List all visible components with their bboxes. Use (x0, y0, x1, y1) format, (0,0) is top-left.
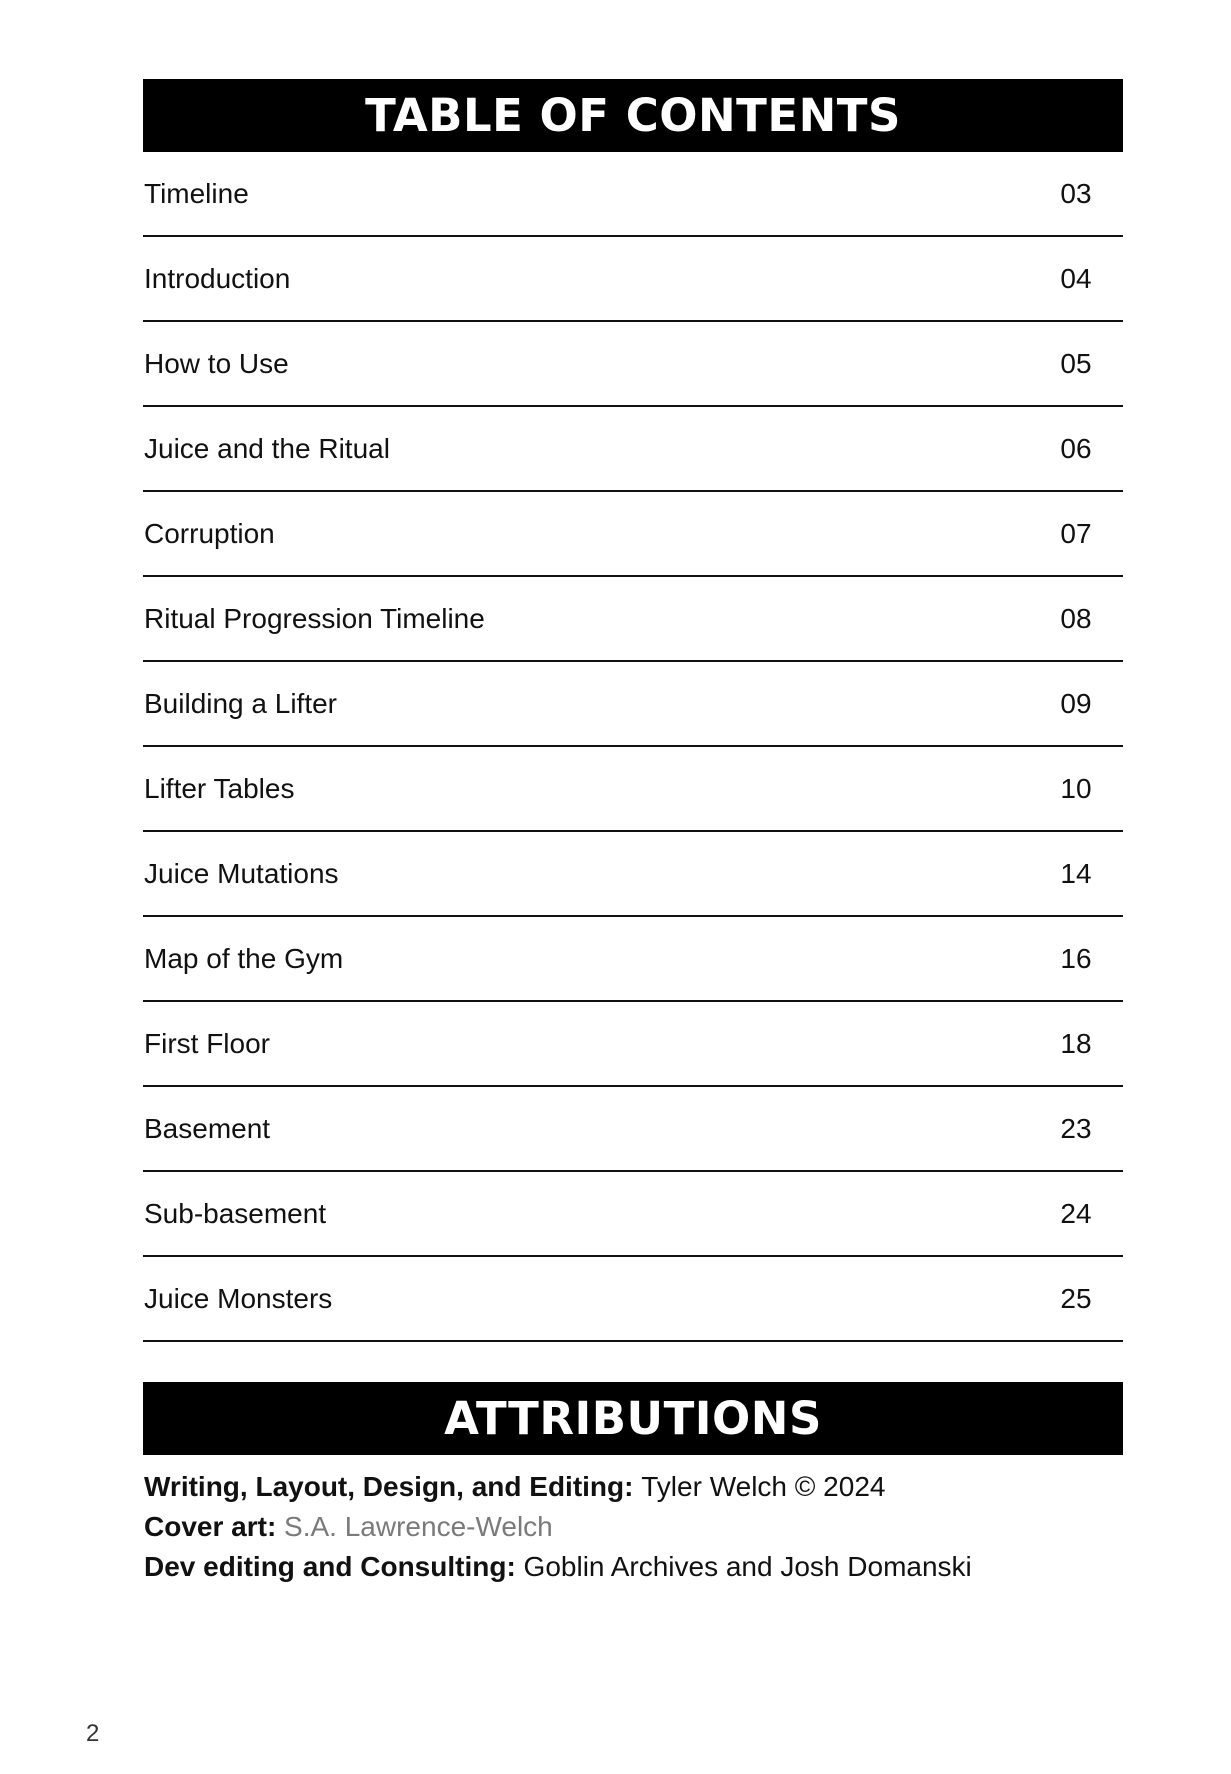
toc-title: TABLE OF CONTENTS (365, 89, 901, 142)
attribution-value: S.A. Lawrence-Welch (284, 1511, 553, 1542)
toc-entry[interactable] (143, 322, 1123, 407)
attribution-value: Tyler Welch © 2024 (641, 1471, 886, 1502)
toc-entry-title: Basement (144, 1112, 271, 1144)
toc-entry[interactable] (143, 1002, 1123, 1087)
toc-entry-title: Corruption (144, 517, 275, 549)
attribution-label: Dev editing and Consulting: (144, 1551, 524, 1582)
attribution-value: Goblin Archives and Josh Domanski (523, 1551, 972, 1582)
toc-entry-title: Sub-basement (144, 1197, 327, 1229)
toc-entry-page: 18 (1060, 1027, 1092, 1059)
toc-entry[interactable] (143, 662, 1123, 747)
toc-entry-title: Ritual Progression Timeline (144, 602, 485, 634)
toc-entry[interactable] (143, 1172, 1123, 1257)
page-content (143, 79, 1123, 1587)
toc-entry[interactable] (143, 152, 1123, 237)
toc-entry-page: 23 (1060, 1112, 1092, 1144)
toc-entry[interactable] (143, 407, 1123, 492)
toc-entry-page: 24 (1060, 1197, 1092, 1229)
toc-entry-title: Juice and the Ritual (144, 432, 390, 464)
toc-entry-title: Timeline (144, 177, 249, 209)
attributions-title: ATTRIBUTIONS (444, 1392, 822, 1445)
toc-entry-page: 25 (1060, 1282, 1092, 1314)
toc-list (143, 152, 1123, 1342)
toc-entry[interactable] (143, 832, 1123, 917)
attributions-list (143, 1467, 1123, 1587)
toc-entry-title: Juice Monsters (144, 1282, 333, 1314)
attribution-line (144, 1547, 1123, 1587)
toc-entry-title: Building a Lifter (144, 687, 338, 719)
toc-entry-title: Introduction (144, 262, 291, 294)
toc-entry[interactable] (143, 1257, 1123, 1342)
toc-entry-page: 14 (1060, 857, 1092, 889)
toc-entry[interactable] (143, 237, 1123, 322)
toc-entry-title: Map of the Gym (144, 942, 344, 974)
page-number: 2 (86, 1720, 100, 1747)
toc-entry-page: 07 (1060, 517, 1092, 549)
toc-entry-page: 06 (1060, 432, 1092, 464)
attribution-label: Cover art: (144, 1511, 285, 1542)
toc-entry-page: 05 (1060, 347, 1092, 379)
attributions-title-banner (143, 1382, 1123, 1455)
toc-entry[interactable] (143, 747, 1123, 832)
toc-entry-page: 16 (1060, 942, 1092, 974)
toc-entry-title: Juice Mutations (144, 857, 339, 889)
attribution-line (144, 1507, 1123, 1547)
toc-entry-page: 08 (1060, 602, 1092, 634)
toc-entry-title: First Floor (144, 1027, 270, 1059)
toc-entry[interactable] (143, 577, 1123, 662)
toc-entry[interactable] (143, 917, 1123, 1002)
attribution-label: Writing, Layout, Design, and Editing: (144, 1471, 642, 1502)
toc-entry-page: 10 (1060, 772, 1092, 804)
attribution-line (144, 1467, 1123, 1507)
toc-entry[interactable] (143, 492, 1123, 577)
toc-entry-page: 03 (1060, 177, 1092, 209)
toc-entry[interactable] (143, 1087, 1123, 1172)
toc-entry-page: 04 (1060, 262, 1092, 294)
toc-title-banner (143, 79, 1123, 152)
toc-entry-page: 09 (1060, 687, 1092, 719)
toc-entry-title: How to Use (144, 347, 289, 379)
toc-entry-title: Lifter Tables (144, 772, 295, 804)
